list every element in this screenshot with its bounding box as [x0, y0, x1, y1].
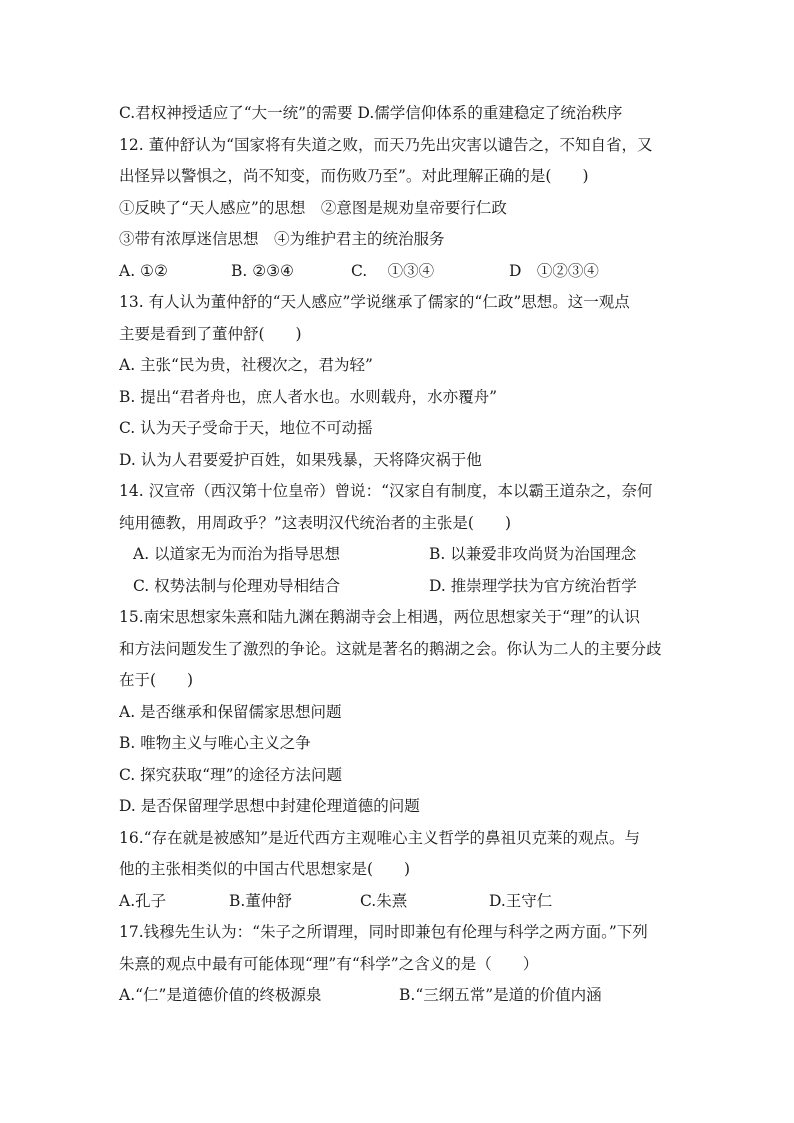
q17-stem: 17.钱穆先生认为：“朱子之所谓理，同时即兼包有伦理与科学之两方面。”下列 [119, 923, 648, 941]
q13-stem: 13. 有人认为董仲舒的“天人感应”学说继承了儒家的“仁政”思想。这一观点 [119, 293, 630, 311]
q15-option-c[interactable]: C. 探究获取“理”的途径方法问题 [119, 765, 343, 784]
q15-option-d[interactable]: D. 是否保留理学思想中封建伦理道德的问题 [119, 797, 420, 815]
q13-option-a[interactable]: A. 主张“民为贵，社稷次之，君为轻” [119, 356, 373, 374]
q14-options-row2 [119, 571, 679, 603]
q12-item-3-4: ③带有浓厚迷信思想 ④为维护君主的统治服务 [119, 230, 445, 248]
q14-options-row1 [119, 539, 679, 571]
q14-option-c[interactable]: C. 权势法制与伦理劝导相结合 [133, 576, 341, 595]
q14-option-a[interactable]: A. 以道家无为而治为指导思想 [133, 545, 341, 563]
q16-option-b[interactable]: B.董仲舒 [229, 891, 292, 910]
q12-stem-cont: 出怪异以警惧之，尚不知变，而伤败乃至”。对此理解正确的是( ) [119, 167, 589, 185]
q17-stem-cont: 朱熹的观点中最有可能体现“理”有“科学”之含义的是（ ） [119, 954, 539, 973]
q13-stem-cont: 主要是看到了董仲舒( ) [119, 324, 302, 343]
q17-option-b[interactable]: B.“三纲五常”是道的价值内涵 [399, 986, 602, 1004]
q12-stem: 12. 董仲舒认为“国家将有失道之败，而天乃先出灾害以谴告之，不知自省，又 [119, 135, 653, 154]
q15-stem: 15.南宋思想家朱熹和陆九渊在鹅湖寺会上相遇，两位思想家关于“理”的认识 [119, 608, 641, 626]
q12-option-c[interactable]: C. ①③④ [351, 261, 435, 280]
q14-option-b[interactable]: B. 以兼爱非攻尚贤为治国理念 [429, 545, 637, 563]
q13-option-c[interactable]: C. 认为天子受命于天，地位不可动摇 [119, 419, 373, 437]
q14-stem: 14. 汉宣帝（西汉第十位皇帝）曾说：“汉家自有制度，本以霸王道杂之，奈何 [119, 482, 653, 500]
q11-option-cd: C.君权神授适应了“大一统”的需要 D.儒学信仰体系的重建稳定了统治秩序 [119, 104, 623, 122]
q12-item-1-2: ①反映了“天人感应”的思想 ②意图是规劝皇帝要行仁政 [119, 198, 507, 217]
q17-options-row1 [119, 980, 679, 1012]
q12-option-b[interactable]: B. ②③④ [231, 261, 294, 280]
exam-page [119, 98, 679, 1012]
q15-option-a[interactable]: A. 是否继承和保留儒家思想问题 [119, 702, 342, 721]
q16-stem: 16.“存在就是被感知”是近代西方主观唯心主义哲学的鼻祖贝克莱的观点。与 [119, 828, 641, 847]
q15-stem-end: 在于( ) [119, 671, 194, 689]
q16-stem-cont: 他的主张相类似的中国古代思想家是( ) [119, 860, 411, 878]
q15-option-b[interactable]: B. 唯物主义与唯心主义之争 [119, 734, 311, 752]
q16-option-c[interactable]: C.朱熹 [360, 891, 408, 910]
q12-options [119, 256, 679, 288]
q16-option-d[interactable]: D.王守仁 [489, 891, 553, 910]
q14-option-d[interactable]: D. 推崇理学扶为官方统治哲学 [429, 576, 637, 595]
q13-option-d[interactable]: D. 认为人君要爱护百姓，如果残暴，天将降灾祸于他 [119, 450, 482, 469]
q17-option-a[interactable]: A.“仁”是道德价值的终极源泉 [119, 986, 322, 1004]
q15-stem-cont: 和方法问题发生了激烈的争论。这就是著名的鹅湖之会。你认为二人的主要分歧 [119, 639, 662, 658]
q12-option-d[interactable]: D ①②③④ [509, 261, 599, 280]
q13-option-b[interactable]: B. 提出“君者舟也，庶人者水也。水则载舟，水亦覆舟” [119, 387, 498, 406]
q12-option-a[interactable]: A. ①② [119, 261, 168, 280]
q16-option-a[interactable]: A.孔子 [119, 891, 167, 910]
q16-options [119, 886, 679, 918]
q14-stem-cont: 纯用德教，用周政乎？”这表明汉代统治者的主张是( ) [119, 513, 512, 532]
